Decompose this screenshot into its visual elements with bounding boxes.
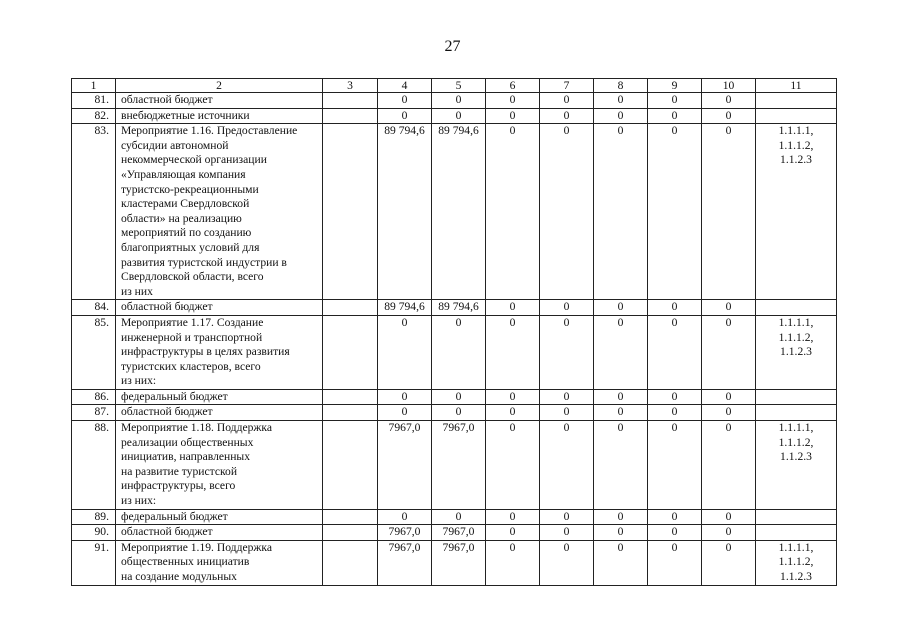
col6-value-cell: 0: [486, 124, 540, 300]
col5-value-cell: 0: [432, 405, 486, 421]
item-name-cell: внебюджетные источники: [116, 108, 323, 124]
column-header: 6: [486, 79, 540, 93]
row-number-cell: 91.: [72, 540, 116, 585]
col10-value-cell: 0: [702, 509, 756, 525]
row-number-cell: 83.: [72, 124, 116, 300]
column-header: 3: [323, 79, 378, 93]
table-row: [72, 389, 837, 405]
col6-value-cell: 0: [486, 421, 540, 510]
col8-value-cell: 0: [594, 124, 648, 300]
col3-cell: [323, 108, 378, 124]
col7-value-cell: 0: [540, 124, 594, 300]
table-row: [72, 93, 837, 109]
col10-value-cell: 0: [702, 540, 756, 585]
target-refs-cell: [756, 108, 837, 124]
col6-value-cell: 0: [486, 389, 540, 405]
table-row: [72, 540, 837, 585]
target-refs-cell: 1.1.1.1, 1.1.1.2, 1.1.2.3: [756, 540, 837, 585]
col9-value-cell: 0: [648, 300, 702, 316]
col9-value-cell: 0: [648, 509, 702, 525]
table-row: [72, 405, 837, 421]
target-refs-cell: [756, 509, 837, 525]
table-row: [72, 108, 837, 124]
col5-value-cell: 0: [432, 389, 486, 405]
table-row: [72, 525, 837, 541]
col4-value-cell: 0: [378, 108, 432, 124]
col5-value-cell: 0: [432, 108, 486, 124]
target-refs-cell: 1.1.1.1, 1.1.1.2, 1.1.2.3: [756, 124, 837, 300]
col3-cell: [323, 389, 378, 405]
row-number-cell: 87.: [72, 405, 116, 421]
col3-cell: [323, 93, 378, 109]
target-refs-cell: [756, 300, 837, 316]
col6-value-cell: 0: [486, 315, 540, 389]
col3-cell: [323, 525, 378, 541]
col5-value-cell: 0: [432, 509, 486, 525]
table-row: [72, 421, 837, 510]
item-name-cell: областной бюджет: [116, 525, 323, 541]
col8-value-cell: 0: [594, 93, 648, 109]
col6-value-cell: 0: [486, 509, 540, 525]
col7-value-cell: 0: [540, 421, 594, 510]
col5-value-cell: 7967,0: [432, 540, 486, 585]
column-header: 8: [594, 79, 648, 93]
col8-value-cell: 0: [594, 509, 648, 525]
row-number-cell: 88.: [72, 421, 116, 510]
col3-cell: [323, 405, 378, 421]
row-number-cell: 86.: [72, 389, 116, 405]
header-row: [72, 79, 837, 93]
col9-value-cell: 0: [648, 540, 702, 585]
row-number-cell: 90.: [72, 525, 116, 541]
item-name-cell: Мероприятие 1.17. Создание инженерной и транспортной инфраструктуры в целях развития туристских кластеров, всего из них:: [116, 315, 323, 389]
column-header: 10: [702, 79, 756, 93]
item-name-cell: Мероприятие 1.19. Поддержка общественных инициатив на создание модульных: [116, 540, 323, 585]
col3-cell: [323, 300, 378, 316]
col7-value-cell: 0: [540, 108, 594, 124]
column-header: 4: [378, 79, 432, 93]
col5-value-cell: 89 794,6: [432, 300, 486, 316]
col3-cell: [323, 540, 378, 585]
col7-value-cell: 0: [540, 93, 594, 109]
col5-value-cell: 7967,0: [432, 525, 486, 541]
col3-cell: [323, 124, 378, 300]
table-row: [72, 509, 837, 525]
col10-value-cell: 0: [702, 525, 756, 541]
col6-value-cell: 0: [486, 405, 540, 421]
col6-value-cell: 0: [486, 540, 540, 585]
col8-value-cell: 0: [594, 389, 648, 405]
col4-value-cell: 7967,0: [378, 540, 432, 585]
row-number-cell: 85.: [72, 315, 116, 389]
col8-value-cell: 0: [594, 421, 648, 510]
column-header: 9: [648, 79, 702, 93]
col4-value-cell: 0: [378, 93, 432, 109]
col9-value-cell: 0: [648, 315, 702, 389]
col7-value-cell: 0: [540, 405, 594, 421]
item-name-cell: Мероприятие 1.18. Поддержка реализации общественных инициатив, направленных на развитие туристской инфраструктуры, всего из них:: [116, 421, 323, 510]
col6-value-cell: 0: [486, 525, 540, 541]
column-header: 5: [432, 79, 486, 93]
target-refs-cell: [756, 405, 837, 421]
column-header: 7: [540, 79, 594, 93]
col8-value-cell: 0: [594, 405, 648, 421]
column-header: 2: [116, 79, 323, 93]
row-number-cell: 81.: [72, 93, 116, 109]
table-row: [72, 300, 837, 316]
col7-value-cell: 0: [540, 540, 594, 585]
col10-value-cell: 0: [702, 93, 756, 109]
column-header: 11: [756, 79, 837, 93]
target-refs-cell: [756, 525, 837, 541]
target-refs-cell: [756, 389, 837, 405]
col5-value-cell: 7967,0: [432, 421, 486, 510]
page-number: 27: [444, 38, 461, 55]
item-name-cell: федеральный бюджет: [116, 389, 323, 405]
col4-value-cell: 89 794,6: [378, 124, 432, 300]
col3-cell: [323, 315, 378, 389]
col4-value-cell: 89 794,6: [378, 300, 432, 316]
row-number-cell: 82.: [72, 108, 116, 124]
col7-value-cell: 0: [540, 509, 594, 525]
col6-value-cell: 0: [486, 108, 540, 124]
item-name-cell: Мероприятие 1.16. Предоставление субсидии автономной некоммерческой организации «Управляющая компания туристско-рекреационными кластерами Свердловской области» на реализацию мероприятий по созданию благоприятных условий для развития туристской индустрии в Свердловской области, всего из них: [116, 124, 323, 300]
col4-value-cell: 0: [378, 315, 432, 389]
column-header: 1: [72, 79, 116, 93]
col9-value-cell: 0: [648, 421, 702, 510]
col4-value-cell: 7967,0: [378, 421, 432, 510]
table-row: [72, 315, 837, 389]
col7-value-cell: 0: [540, 315, 594, 389]
col3-cell: [323, 421, 378, 510]
target-refs-cell: 1.1.1.1, 1.1.1.2, 1.1.2.3: [756, 315, 837, 389]
item-name-cell: федеральный бюджет: [116, 509, 323, 525]
col8-value-cell: 0: [594, 315, 648, 389]
col10-value-cell: 0: [702, 108, 756, 124]
col8-value-cell: 0: [594, 300, 648, 316]
col10-value-cell: 0: [702, 300, 756, 316]
col6-value-cell: 0: [486, 93, 540, 109]
col10-value-cell: 0: [702, 315, 756, 389]
col9-value-cell: 0: [648, 389, 702, 405]
col5-value-cell: 0: [432, 315, 486, 389]
col4-value-cell: 0: [378, 389, 432, 405]
col10-value-cell: 0: [702, 421, 756, 510]
col6-value-cell: 0: [486, 300, 540, 316]
col7-value-cell: 0: [540, 300, 594, 316]
item-name-cell: областной бюджет: [116, 405, 323, 421]
col8-value-cell: 0: [594, 525, 648, 541]
item-name-cell: областной бюджет: [116, 93, 323, 109]
col10-value-cell: 0: [702, 405, 756, 421]
col8-value-cell: 0: [594, 108, 648, 124]
col8-value-cell: 0: [594, 540, 648, 585]
col4-value-cell: 7967,0: [378, 525, 432, 541]
col5-value-cell: 0: [432, 93, 486, 109]
col4-value-cell: 0: [378, 405, 432, 421]
table-row: [72, 124, 837, 300]
col5-value-cell: 89 794,6: [432, 124, 486, 300]
col9-value-cell: 0: [648, 525, 702, 541]
col9-value-cell: 0: [648, 405, 702, 421]
target-refs-cell: 1.1.1.1, 1.1.1.2, 1.1.2.3: [756, 421, 837, 510]
col7-value-cell: 0: [540, 389, 594, 405]
col9-value-cell: 0: [648, 93, 702, 109]
budget-table: [71, 78, 837, 586]
col3-cell: [323, 509, 378, 525]
col9-value-cell: 0: [648, 108, 702, 124]
col4-value-cell: 0: [378, 509, 432, 525]
col10-value-cell: 0: [702, 389, 756, 405]
row-number-cell: 84.: [72, 300, 116, 316]
item-name-cell: областной бюджет: [116, 300, 323, 316]
row-number-cell: 89.: [72, 509, 116, 525]
col10-value-cell: 0: [702, 124, 756, 300]
col9-value-cell: 0: [648, 124, 702, 300]
target-refs-cell: [756, 93, 837, 109]
col7-value-cell: 0: [540, 525, 594, 541]
